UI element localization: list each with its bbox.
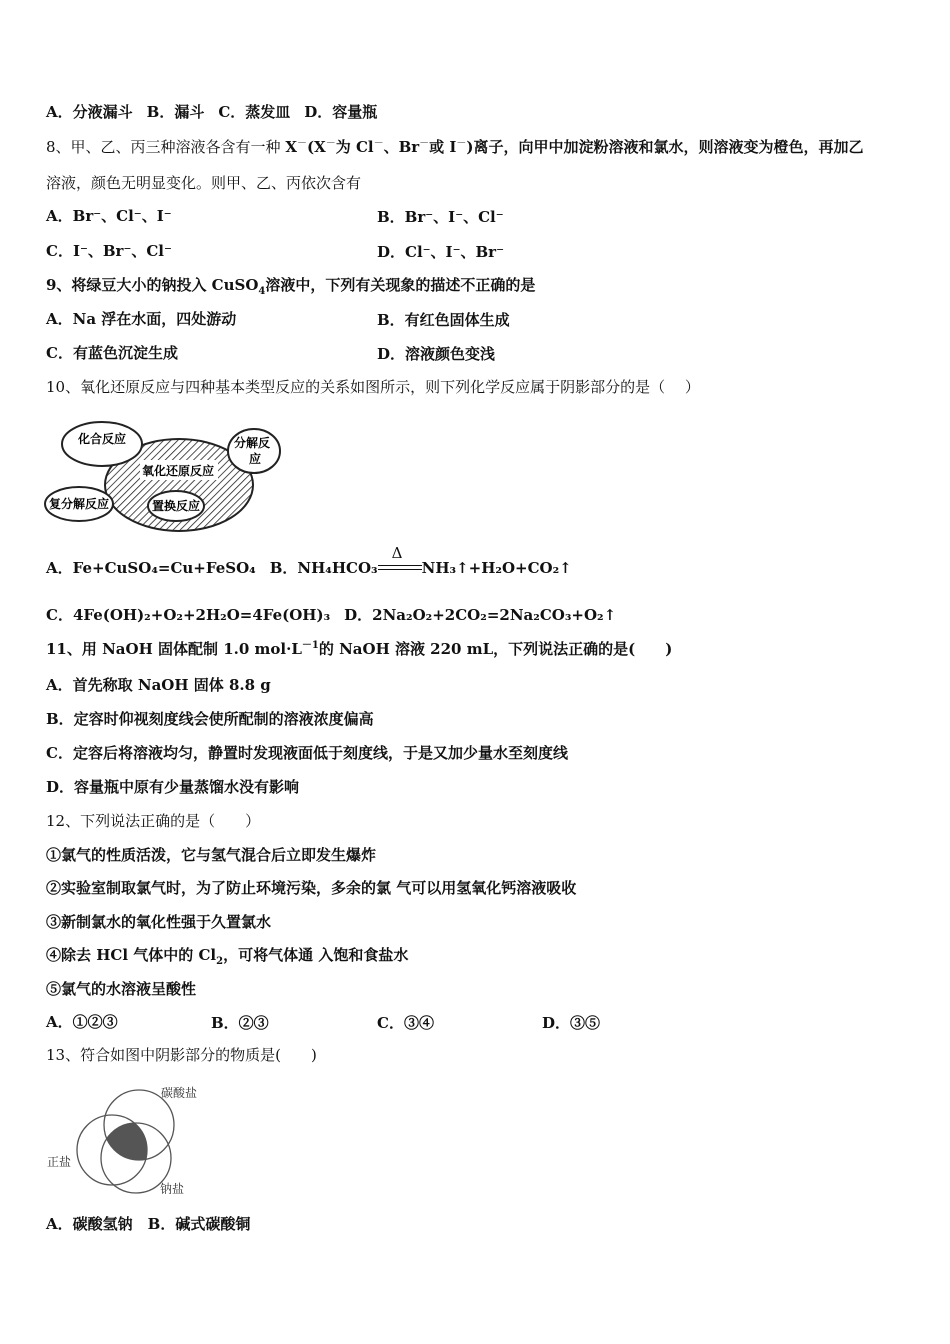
q7-options — [46, 102, 377, 122]
q9-option-c: C．有蓝色沉淀生成 — [46, 344, 178, 362]
delta-symbol: Δ — [391, 544, 403, 562]
label-decomposition-2: 应 — [249, 452, 262, 466]
q10-stem: 10、氧化还原反应与四种基本类型反应的关系如图所示，则下列化学反应属于阴影部分的是（ ） — [46, 378, 700, 396]
q10-option-c: C．4Fe(OH)₂+O₂+2H₂O=4Fe(OH)₃ — [46, 606, 331, 624]
q11-option-b: B．定容时仰视刻度线会使所配制的溶液浓度偏高 — [46, 710, 374, 728]
q12-statement-3: ③新制氯水的氧化性强于久置氯水 — [46, 913, 272, 931]
q13-stem: 13、符合如图中阴影部分的物质是( ) — [46, 1046, 317, 1064]
q13-venn-diagram — [44, 1080, 214, 1195]
q8-option-c: C．I⁻、Br⁻、Cl⁻ — [46, 242, 172, 260]
q10-options-cd — [46, 605, 616, 625]
q13-options: A．碳酸氢钠 B．碱式碳酸铜 — [46, 1215, 251, 1233]
q12-statement-4: ④除去 HCl 气体中的 $Cl_2$，可将气体通 入饱和食盐水 — [46, 946, 409, 967]
label-normal-salt: 正盐 — [47, 1155, 72, 1169]
q10-option-d: D．2Na₂O₂+2CO₂=2Na₂CO₃+O₂↑ — [344, 606, 617, 624]
q12-statement-2: ②实验室制取氯气时，为了防止环境污染，多余的氯 气可以用氢氧化钙溶液吸收 — [46, 879, 577, 897]
equal-line-top — [378, 565, 422, 566]
q10-options-ab — [46, 544, 572, 578]
q12-statement-5: ⑤氯气的水溶液呈酸性 — [46, 980, 197, 998]
q11-option-d: D．容量瓶中原有少量蒸馏水没有影响 — [46, 778, 300, 796]
q7-option-d: D．容量瓶 — [304, 103, 378, 121]
q7-option-c: C．蒸发皿 — [218, 103, 291, 121]
q7-option-b: B．漏斗 — [146, 103, 205, 121]
q11-option-c: C．定容后将溶液均匀，静置时发现液面低于刻度线，于是又加少量水至刻度线 — [46, 744, 568, 762]
q10-option-a: A．Fe+CuSO₄=Cu+FeSO₄ — [46, 559, 256, 577]
q8-stem-line1: 8、甲、乙、丙三种溶液各含有一种 X－(X－为 Cl－、Br－或 I－)离子，向甲中加淀粉溶液和氯水，则溶液变为橙色，再加乙 — [46, 138, 864, 156]
q12-statement-1: ①氯气的性质活泼，它与氢气混合后立即发生爆炸 — [46, 846, 377, 864]
label-redox: 氧化还原反应 — [142, 464, 215, 478]
q9-stem: 9、将绿豆大小的钠投入 CuSO$_4$溶液中，下列有关现象的描述不正确的是 — [46, 276, 536, 297]
q10-option-b-arrow — [378, 544, 422, 577]
label-displacement: 置换反应 — [152, 499, 201, 513]
q10-reaction-diagram — [44, 418, 284, 533]
q8-option-a: A．Br⁻、Cl⁻、I⁻ — [46, 207, 172, 225]
q9-option-a: A．Na 浮在水面，四处游动 — [46, 310, 237, 328]
q9-option-d: D．溶液颜色变浅 — [377, 345, 496, 363]
q8-option-d: D．Cl⁻、I⁻、Br⁻ — [377, 243, 504, 261]
label-sodium-salt: 钠盐 — [160, 1182, 185, 1195]
q12-stem: 12、下列说法正确的是（ ） — [46, 812, 261, 830]
q9-option-b: B．有红色固体生成 — [377, 311, 510, 329]
label-decomposition-1: 分解反 — [234, 436, 271, 450]
q12-option-d: D．③⑤ — [542, 1014, 601, 1032]
q8-stem-line2: 溶液，颜色无明显变化。则甲、乙、丙依次含有 — [46, 174, 362, 192]
q10-option-b-reactant: B．NH₄HCO₃ — [269, 559, 378, 577]
q12-option-a: A．①②③ — [46, 1013, 118, 1031]
q8-option-b: B．Br⁻、I⁻、Cl⁻ — [377, 208, 504, 226]
q10-option-b-product: NH₃↑+H₂O+CO₂↑ — [421, 559, 572, 577]
q11-stem: 11、用 NaOH 固体配制 1.0 $mol\cdot L^{-1}$的 NaOH 溶液 220 mL，下列说法正确的是( ) — [46, 640, 673, 658]
label-double-decomposition: 复分解反应 — [49, 497, 110, 511]
q12-option-b: B．②③ — [211, 1014, 269, 1032]
q11-option-a: A．首先称取 NaOH 固体 8.8 g — [46, 676, 271, 694]
equal-line-bottom — [378, 569, 422, 570]
q12-option-c: C．③④ — [377, 1014, 434, 1032]
q7-option-a: A．分液漏斗 — [46, 103, 133, 121]
label-carbonate: 碳酸盐 — [161, 1086, 198, 1100]
label-combination: 化合反应 — [78, 432, 127, 446]
